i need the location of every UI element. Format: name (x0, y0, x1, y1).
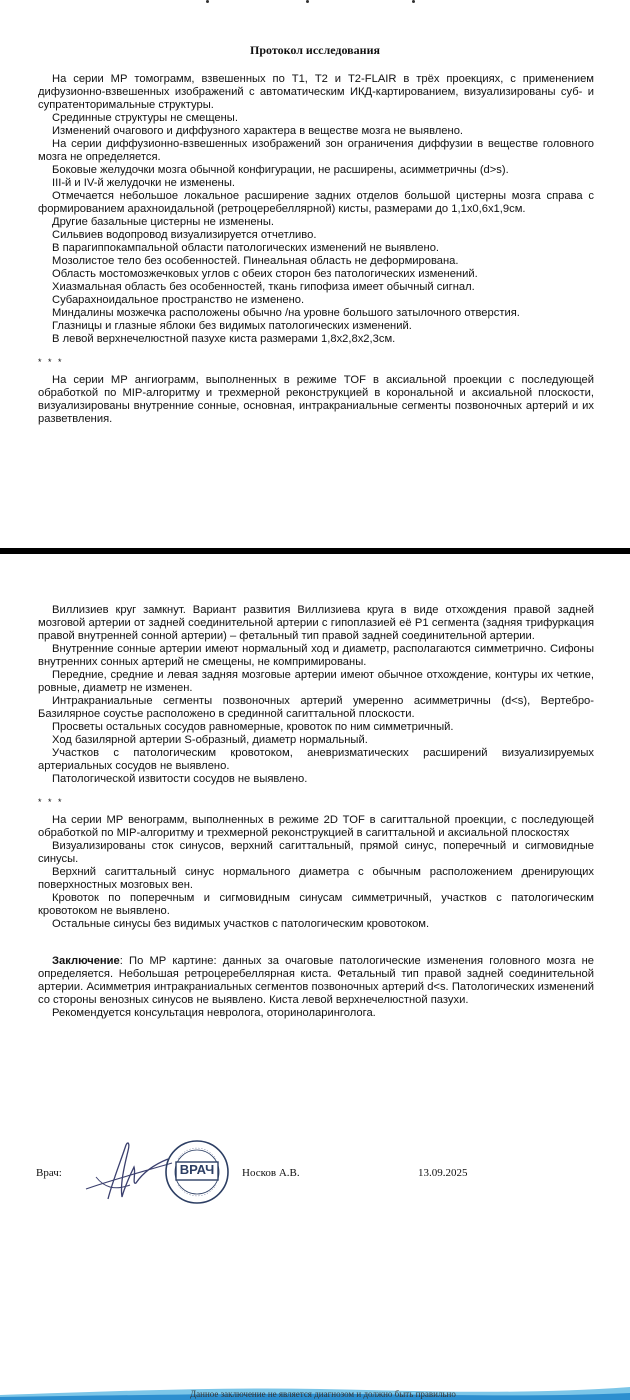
paragraph: Интракраниальные сегменты позвоночных артерий умеренно асимметричны (d<s), Вертебро-Базилярное соустье расположено в срединной сагиттальной плоскости. (38, 695, 594, 720)
recommendation: Рекомендуется консультация невролога, оториноларинголога. (52, 1007, 376, 1019)
handwritten-signature (78, 1137, 174, 1205)
paragraph: III-й и IV-й желудочки не изменены. (52, 177, 235, 189)
paragraph: На серии диффузионно-взвешенных изображений зон ограничения диффузии в веществе головного мозга не определяется. (38, 138, 594, 163)
conclusion (38, 955, 594, 1007)
paragraph: Участков с патологическим кровотоком, аневризматических расширений визуализируемых артериальных сосудов не выявлено. (38, 747, 594, 772)
section-separator: * * * (38, 357, 64, 367)
mri-findings (38, 73, 594, 426)
paragraph: Виллизиев круг замкнут. Вариант развития Виллизиева круга в виде отхождения правой задней мозговой артерии от задней соединительной артерии с гипоплазией её Р1 сегмента (задняя трифуркация правой внутренней сонной артерии) – фетальный тип правой задней соединительной артерии. (38, 604, 594, 642)
report-page-1 (0, 0, 630, 548)
signature-row (0, 1137, 630, 1207)
paragraph: В парагиппокампальной области патологических изменений не выявлено. (52, 242, 440, 254)
paragraph: Передние, средние и левая задняя мозговые артерии имеют обычное отхождение, контуры их четкие, ровные, диаметр не изменен. (38, 669, 594, 694)
paragraph: Ход базилярной артерии S-образный, диаметр нормальный. (52, 734, 368, 746)
doctor-name: Носков А.В. (242, 1167, 300, 1179)
paragraph: В левой верхнечелюстной пазухе киста размерами 1,8х2,8х2,3см. (52, 333, 396, 345)
conclusion-label: Заключение (52, 955, 120, 967)
stamp-text: ВРАЧ (179, 1162, 215, 1177)
angiography-findings (38, 604, 594, 1020)
report-date: 13.09.2025 (418, 1167, 468, 1179)
paragraph: Визуализированы сток синусов, верхний сагиттальный, прямой синус, поперечный и сигмовидные синусы. (38, 840, 594, 865)
report-title: Протокол исследования (250, 43, 380, 57)
paragraph: Глазницы и глазные яблоки без видимых патологических изменений. (52, 320, 412, 332)
section-separator: * * * (38, 797, 64, 807)
paragraph: Мозолистое тело без особенностей. Пинеальная область не деформирована. (52, 255, 459, 267)
paragraph: Срединные структуры не смещены. (52, 112, 238, 124)
paragraph: На серии МР венограмм, выполненных в режиме 2D TOF в сагиттальной проекции, с последующей обработкой по MIP-алгоритму и трехмерной реконструкцией в сагиттальной и аксиальной плоскостях (38, 814, 594, 839)
paragraph: Область мостомозжечковых углов с обеих сторон без патологических изменений. (52, 268, 478, 280)
paragraph: Изменений очагового и диффузного характера в веществе мозга не выявлено. (52, 125, 464, 137)
paragraph: Патологической извитости сосудов не выявлено. (52, 773, 308, 785)
doctor-label: Врач: (36, 1167, 62, 1179)
paragraph: Хиазмальная область без особенностей, ткань гипофиза имеет обычный сигнал. (52, 281, 475, 293)
angiography-intro: На серии МР ангиограмм, выполненных в режиме TOF в аксиальной проекции с последующей обработкой по MIP-алгоритму и трехмерной реконструкцией в корональной и аксиальной плоскости, визуализированы внутренние сонные, основная, интракраниальные сегменты позвоночных артерий и их разветвления. (38, 374, 594, 425)
paragraph: Кровоток по поперечным и сигмовидным синусам симметричный, участков с патологическим кровотоком не выявлено. (38, 892, 594, 917)
paragraph: Отмечается небольшое локальное расширение задних отделов большой цистерны мозга справа с формированием арахноидальной (ретроцеребеллярной) кисты, размерами до 1,1х0,6х1,9см. (38, 190, 594, 215)
paragraph: Боковые желудочки мозга обычной конфигурации, не расширены, асимметричны (d>s). (52, 164, 509, 176)
paragraph: Миндалины мозжечка расположены обычно /на уровне большого затылочного отверстия. (52, 307, 520, 319)
paragraph: Остальные синусы без видимых участков с патологическим кровотоком. (52, 918, 430, 930)
footer-note: Данное заключение не является диагнозом и должно быть правильно (190, 1389, 456, 1399)
doctor-stamp (164, 1139, 230, 1205)
conclusion-text: : По МР картине: данных за очаговые патологические изменения головного мозга не определяется. Небольшая ретроцеребеллярная киста. Фетальный тип правой задней соединительной артерии. Асимметрия интракраниальных сегментов позвоночных артерий d<s. Патологических изменений со стороны венозных синусов не выявлено. Киста левой верхнечелюстной пазухи. (38, 955, 594, 1006)
paragraph: Субарахноидальное пространство не изменено. (52, 294, 305, 306)
spacer (38, 931, 594, 955)
paragraph: Внутренние сонные артерии имеют нормальный ход и диаметр, располагаются симметрично. Сифоны внутренних сонных артерий не смещены, не компримированы. (38, 643, 594, 668)
paragraph: Верхний сагиттальный синус нормального диаметра с обычным расположением дренирующих поверхностных мозговых вен. (38, 866, 594, 891)
paragraph: На серии МР томограмм, взвешенных по Т1, Т2 и Т2-FLAIR в трёх проекциях, с применением дифузионно-взвешенных изображений с автоматическим ИКД-картированием, визуализированы суб- и супратенторимальные структуры. (38, 73, 594, 111)
paragraph: Другие базальные цистерны не изменены. (52, 216, 274, 228)
paragraph: Просветы остальных сосудов равномерные, кровоток по ним симметричный. (52, 721, 454, 733)
paragraph: Сильвиев водопровод визуализируется отчетливо. (52, 229, 317, 241)
report-page-2 (0, 554, 630, 1400)
page-top-marks (0, 0, 630, 4)
